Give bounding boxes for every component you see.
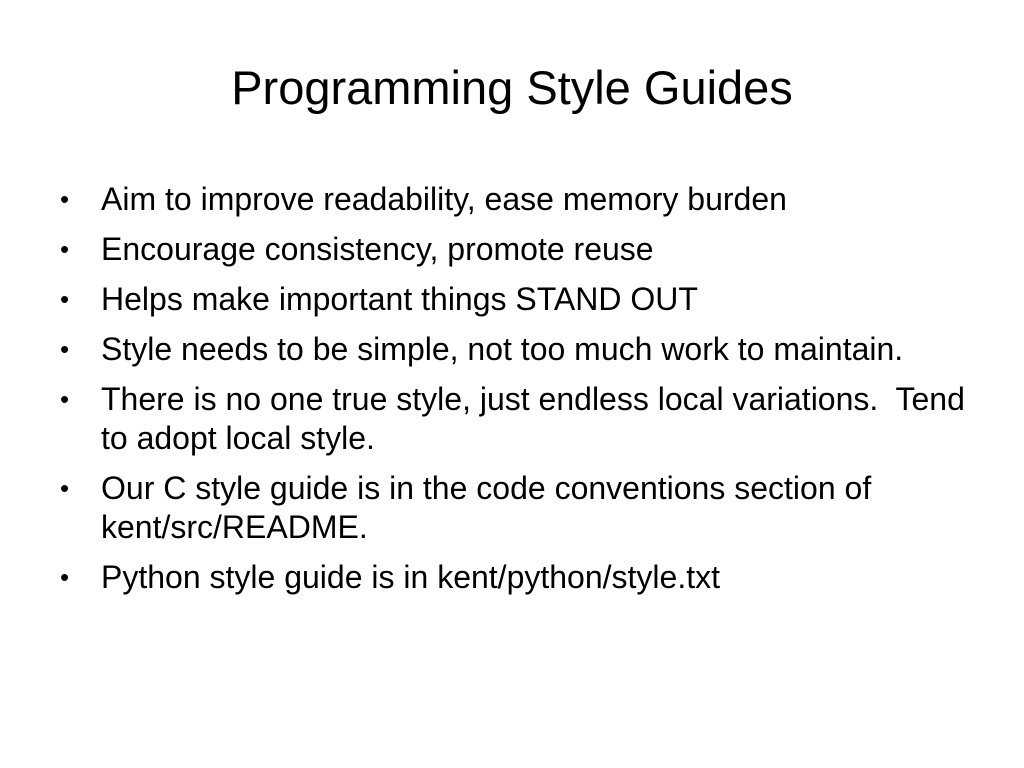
bullet-text: Style needs to be simple, not too much work to maintain. xyxy=(101,331,904,367)
bullet-text: Encourage consistency, promote reuse xyxy=(101,231,654,267)
bullet-text: Helps make important things STAND OUT xyxy=(101,281,698,317)
bullet-icon: • xyxy=(60,184,70,214)
bullet-text: Aim to improve readability, ease memory burden xyxy=(101,181,787,217)
bullet-icon: • xyxy=(60,284,70,314)
bullet-item xyxy=(58,558,978,597)
bullet-icon: • xyxy=(60,562,70,592)
bullet-text: There is no one true style, just endless local variations. Tend to adopt local style. xyxy=(101,381,974,456)
bullet-text: Python style guide is in kent/python/style.txt xyxy=(101,559,720,595)
slide-title: Programming Style Guides xyxy=(231,61,793,114)
bullet-item xyxy=(58,330,978,369)
bullet-item xyxy=(58,280,978,319)
bullet-icon: • xyxy=(60,234,70,264)
bullet-item xyxy=(58,469,978,547)
bullet-item xyxy=(58,380,978,458)
bullet-item xyxy=(58,230,978,269)
bullet-icon: • xyxy=(60,384,70,414)
bullet-list xyxy=(58,180,978,608)
bullet-item xyxy=(58,180,978,219)
bullet-icon: • xyxy=(60,334,70,364)
bullet-icon: • xyxy=(60,473,70,503)
bullet-text: Our C style guide is in the code conventions section of kent/src/README. xyxy=(101,470,872,545)
